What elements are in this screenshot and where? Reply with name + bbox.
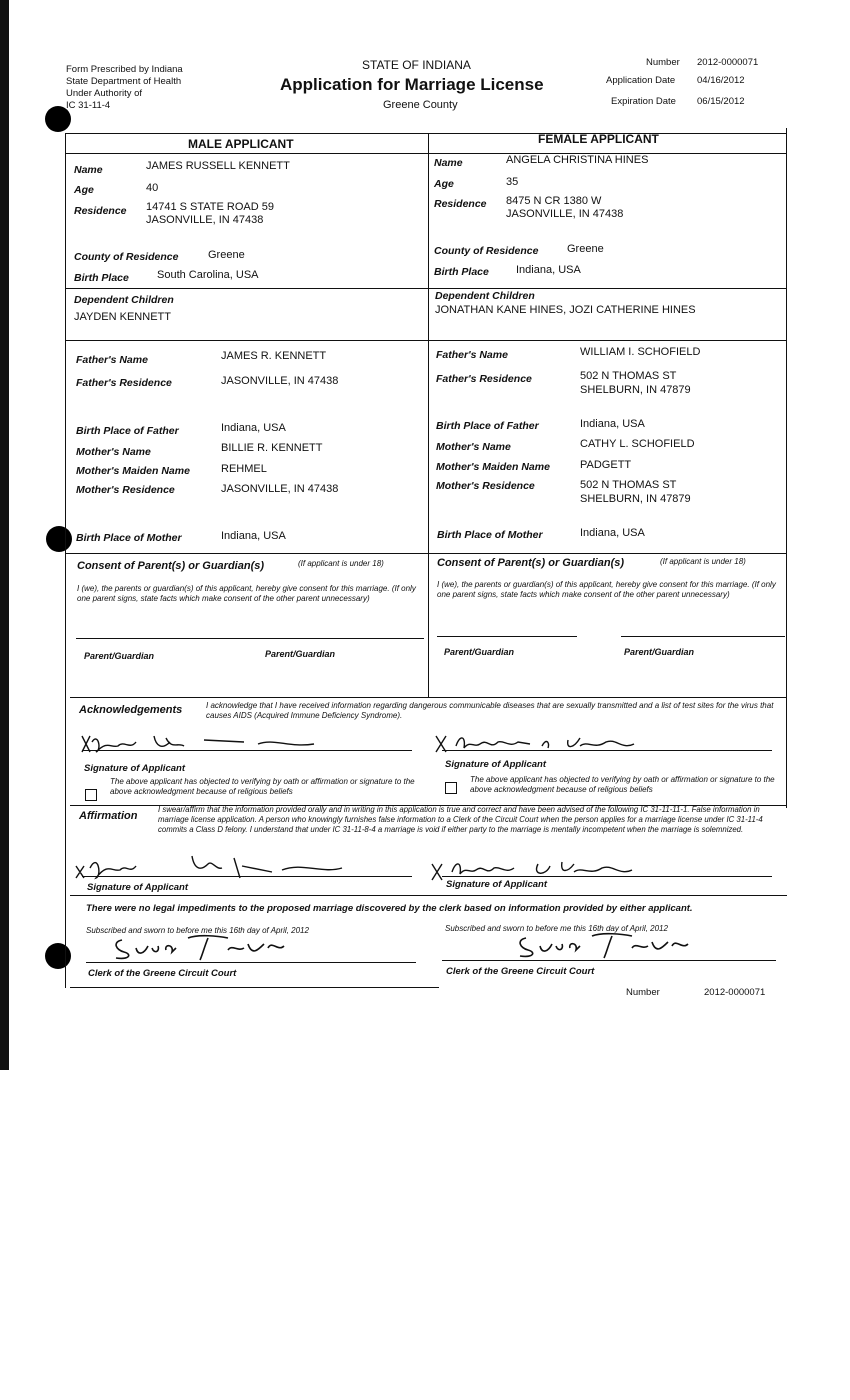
state-heading: STATE OF INDIANA (362, 58, 471, 72)
female-county: Greene (567, 243, 604, 255)
male-objection-checkbox[interactable] (85, 789, 97, 801)
male-affirmation-signature-label: Signature of Applicant (87, 882, 188, 893)
male-father-birth-label: Birth Place of Father (76, 425, 179, 437)
page-edge-bar (0, 0, 9, 1070)
application-date-label: Application Date (606, 75, 676, 86)
male-mother-residence-label: Mother's Residence (76, 484, 175, 496)
female-father-residence-label: Father's Residence (436, 373, 532, 385)
male-mother-birth-label: Birth Place of Mother (76, 532, 182, 544)
female-name: ANGELA CHRISTINA HINES (506, 154, 649, 166)
female-objection-checkbox[interactable] (445, 782, 457, 794)
expiration-date-label: Expiration Date (611, 96, 676, 107)
female-applicant-heading: FEMALE APPLICANT (538, 132, 659, 146)
male-guardian-label-2: Parent/Guardian (265, 649, 336, 659)
male-consent-text: I (we), the parents or guardian(s) of this applicant, hereby give consent for this marriage. (If only one parent signs, state facts which make consent of the other parent unnecessary) (77, 584, 416, 603)
female-maiden-name-label: Mother's Maiden Name (436, 461, 550, 473)
female-ack-signature (430, 728, 650, 758)
punch-hole-bottom (45, 943, 71, 969)
female-affirmation-signature-label: Signature of Applicant (446, 879, 547, 890)
prescribed-line-1: Form Prescribed by Indiana (66, 64, 183, 75)
female-consent-note: (If applicant is under 18) (660, 557, 746, 566)
male-father-name-label: Father's Name (76, 354, 148, 366)
male-name-label: Name (74, 164, 103, 176)
female-consent-title: Consent of Parent(s) or Guardian(s) (437, 557, 625, 569)
male-mother-birth: Indiana, USA (221, 530, 286, 542)
female-age: 35 (506, 176, 519, 188)
male-ack-signature (74, 728, 324, 758)
male-ack-signature-label: Signature of Applicant (84, 763, 185, 774)
male-birth-place-label: Birth Place (74, 272, 129, 284)
female-father-birth-label: Birth Place of Father (436, 420, 539, 432)
female-mother-residence-label: Mother's Residence (436, 480, 535, 492)
male-guardian-label-1: Parent/Guardian (84, 651, 155, 661)
male-consent-title: Consent of Parent(s) or Guardian(s) (77, 560, 265, 572)
impediments-statement: There were no legal impediments to the proposed marriage discovered by the clerk based on information provided by either applicant. (86, 903, 693, 914)
female-father-birth: Indiana, USA (580, 418, 645, 430)
affirmation-text: I swear/affirm that the information provided orally and in writing in this application is true and correct and have been advised of the following IC 31-11-11-1. False information in marriage license application. A person who knowingly furnishes false information to a Clerk of the Circuit Court when the person applies for a marriage license under IC 31-11-4 commits a Class D felony. I understand that under IC 31-11-8-4 a marriage is void if either party to the marriage is mentally incompetent when the marriage is solemnized. (158, 805, 763, 834)
female-father-name: WILLIAM I. SCHOFIELD (580, 346, 701, 358)
female-guardian-label-1: Parent/Guardian (444, 647, 515, 657)
number-value: 2012-0000071 (697, 57, 759, 68)
male-residence-label: Residence (74, 205, 127, 217)
female-mother-birth-label: Birth Place of Mother (437, 529, 543, 541)
female-mother-name: CATHY L. SCHOFIELD (580, 438, 695, 450)
affirmation-title: Affirmation (79, 810, 138, 822)
expiration-date-value: 06/15/2012 (697, 96, 745, 107)
female-children-label: Dependent Children (435, 290, 535, 302)
male-age: 40 (146, 182, 159, 194)
male-age-label: Age (74, 184, 94, 196)
female-residence-label: Residence (434, 198, 487, 210)
female-objection-text: The above applicant has objected to verifying by oath or affirmation or signature to the above acknowledgment because of religious beliefs (470, 775, 775, 794)
prescribed-line-4: IC 31-11-4 (66, 100, 111, 111)
male-father-birth: Indiana, USA (221, 422, 286, 434)
male-birth-place: South Carolina, USA (157, 269, 259, 281)
male-father-name: JAMES R. KENNETT (221, 350, 327, 362)
male-children-label: Dependent Children (74, 294, 174, 306)
footer-number-value: 2012-0000071 (704, 987, 766, 998)
male-residence-line-2: JASONVILLE, IN 47438 (146, 214, 264, 226)
female-mother-name-label: Mother's Name (436, 441, 511, 453)
female-consent-text: I (we), the parents or guardian(s) of this applicant, hereby give consent for this marriage. (If only one parent signs, state facts which make consent of the other parent unnecessary) (437, 580, 776, 599)
female-father-residence-2: SHELBURN, IN 47879 (580, 384, 691, 396)
female-children: JONATHAN KANE HINES, JOZI CATHERINE HINES (435, 304, 696, 316)
female-age-label: Age (434, 178, 454, 190)
county-heading: Greene County (383, 99, 458, 111)
form-title: Application for Marriage License (280, 75, 544, 94)
female-birth-place: Indiana, USA (516, 264, 581, 276)
male-mother-residence-1: JASONVILLE, IN 47438 (221, 483, 339, 495)
female-county-label: County of Residence (434, 245, 539, 257)
female-mother-residence-1: 502 N THOMAS ST (580, 479, 677, 491)
female-mother-residence-2: SHELBURN, IN 47879 (580, 493, 691, 505)
sworn-statement-left: Subscribed and sworn to before me this 16th day of April, 2012 (86, 926, 309, 935)
male-children: JAYDEN KENNETT (74, 311, 171, 323)
female-birth-place-label: Birth Place (434, 266, 489, 278)
clerk-label-right: Clerk of the Greene Circuit Court (446, 966, 595, 977)
female-name-label: Name (434, 157, 463, 169)
sworn-statement-right: Subscribed and sworn to before me this 16th day of April, 2012 (445, 924, 668, 933)
acknowledgements-text: I acknowledge that I have received information regarding dangerous communicable diseases that are sexually transmitted and a list of test sites for the virus that causes AIDS (Acquired Immune Deficiency Syndrome). (206, 701, 774, 720)
female-father-name-label: Father's Name (436, 349, 508, 361)
male-name: JAMES RUSSELL KENNETT (146, 160, 290, 172)
male-mother-name: BILLIE R. KENNETT (221, 442, 323, 454)
clerk-signature-right (512, 928, 702, 962)
male-mother-name-label: Mother's Name (76, 446, 151, 458)
male-applicant-heading: MALE APPLICANT (188, 137, 294, 151)
male-objection-text: The above applicant has objected to verifying by oath or affirmation or signature to the above acknowledgment because of religious beliefs (110, 777, 415, 796)
prescribed-line-2: State Department of Health (66, 76, 182, 87)
male-maiden-name: REHMEL (221, 463, 267, 475)
punch-hole-middle (46, 526, 72, 552)
application-date-value: 04/16/2012 (697, 75, 745, 86)
female-residence-line-1: 8475 N CR 1380 W (506, 195, 602, 207)
footer-number-label: Number (626, 987, 660, 998)
acknowledgements-title: Acknowledgements (79, 704, 183, 716)
male-consent-note: (If applicant is under 18) (298, 559, 384, 568)
clerk-label-left: Clerk of the Greene Circuit Court (88, 968, 237, 979)
male-father-residence-label: Father's Residence (76, 377, 172, 389)
male-residence-line-1: 14741 S STATE ROAD 59 (146, 201, 274, 213)
male-county-label: County of Residence (74, 251, 179, 263)
female-maiden-name: PADGETT (580, 459, 632, 471)
female-residence-line-2: JASONVILLE, IN 47438 (506, 208, 624, 220)
female-ack-signature-label: Signature of Applicant (445, 759, 546, 770)
number-label: Number (646, 57, 680, 68)
clerk-signature-left (108, 930, 298, 964)
prescribed-line-3: Under Authority of (66, 88, 143, 99)
female-mother-birth: Indiana, USA (580, 527, 645, 539)
female-guardian-label-2: Parent/Guardian (624, 647, 695, 657)
female-father-residence-1: 502 N THOMAS ST (580, 370, 677, 382)
male-county: Greene (208, 249, 245, 261)
male-maiden-name-label: Mother's Maiden Name (76, 465, 190, 477)
male-father-residence-1: JASONVILLE, IN 47438 (221, 375, 339, 387)
